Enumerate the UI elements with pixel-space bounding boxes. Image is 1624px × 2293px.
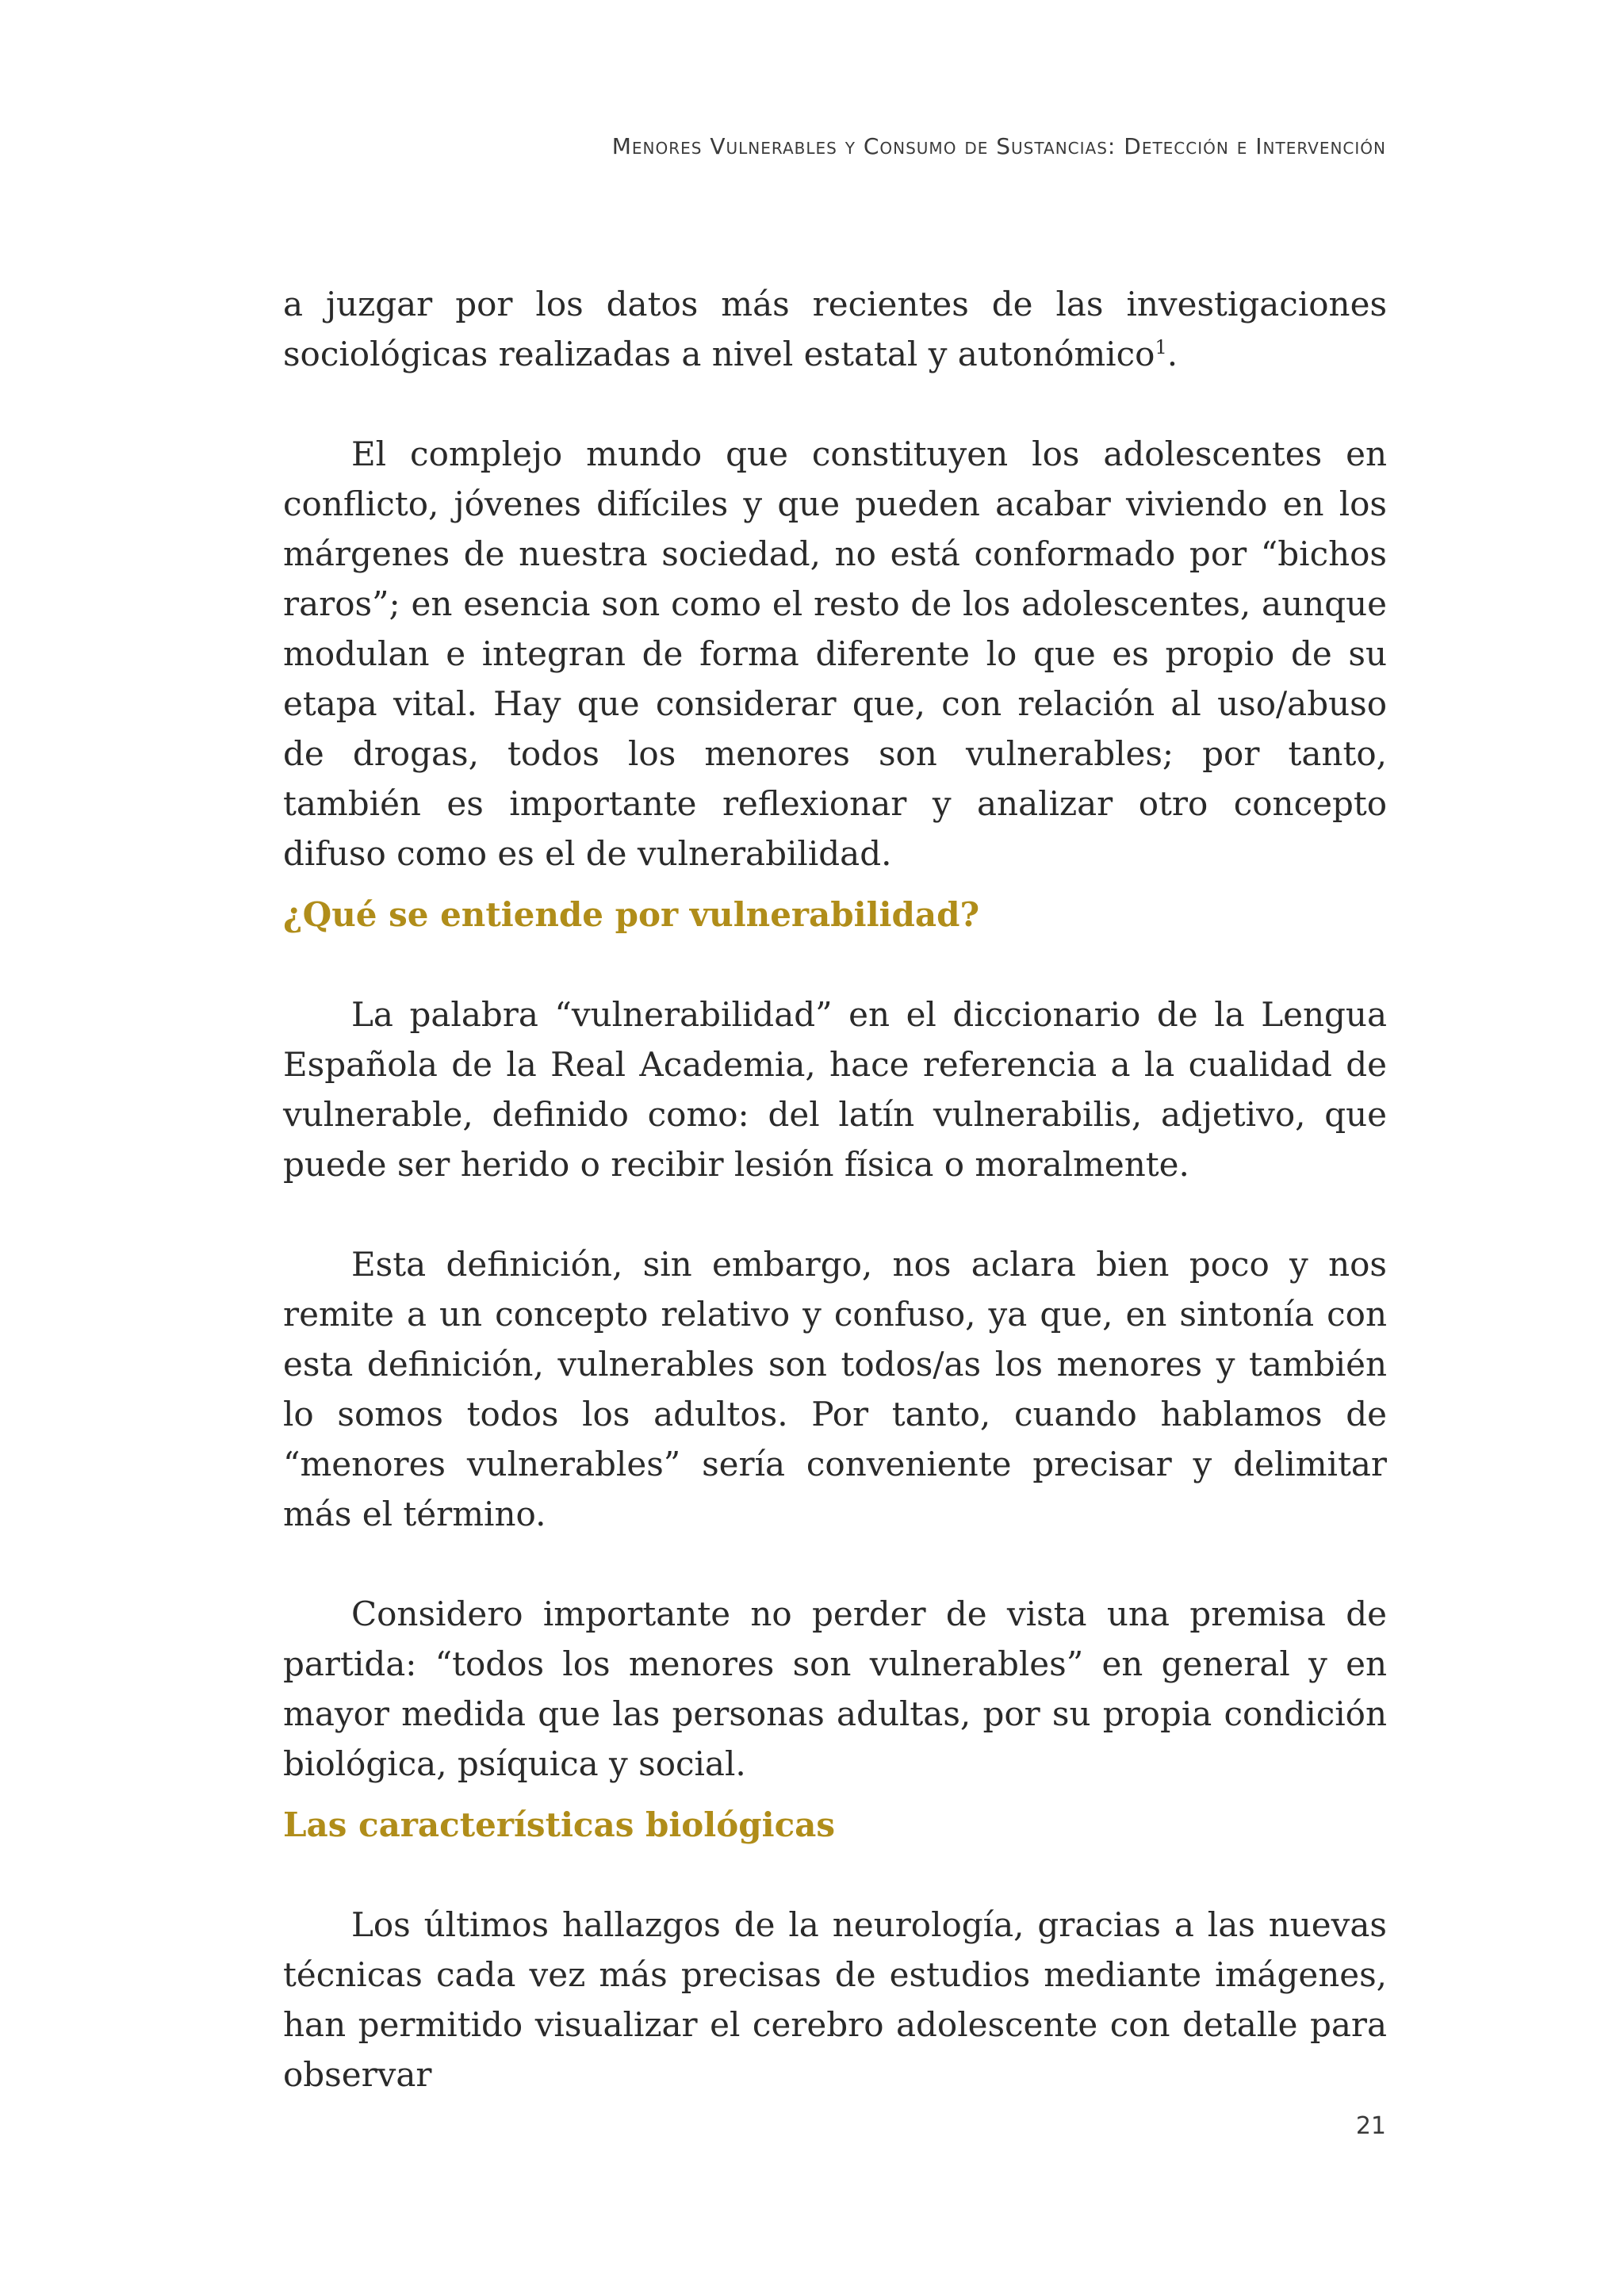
page-number: 21 — [1355, 2112, 1386, 2140]
body-content — [283, 279, 1387, 2100]
paragraph-2: El complejo mundo que constituyen los adolescentes en conflicto, jóvenes difíciles y que pueden acabar viviendo en los márgenes de nuestra sociedad, no está conformado por “bichos raros”; en esencia son como el resto de los adolescentes, aunque modulan e integran de forma diferente lo que es propio de su etapa vital. Hay que considerar que, con relación al uso/abuso de drogas, todos los menores son vulnerables; por tanto, también es importante reflexionar y analizar otro concepto difuso como es el de vulnerabilidad. — [283, 434, 1387, 873]
paragraph-1-end: . — [1166, 335, 1178, 373]
section-heading-vulnerabilidad: ¿Qué se entiende por vulnerabilidad? — [283, 895, 980, 934]
paragraph-6: Los últimos hallazgos de la neurología, gracias a las nuevas técnicas cada vez más precisas de estudios mediante imágenes, han permitido visualizar el cerebro adolescente con detalle para observar — [283, 1905, 1387, 2094]
section-heading-biologicas: Las características biológicas — [283, 1805, 836, 1844]
paragraph-4: Esta definición, sin embargo, nos aclara bien poco y nos remite a un concepto relativo y confuso, ya que, en sintonía con esta definición, vulnerables son todos/as los menores y también lo somos todos los adultos. Por tanto, cuando hablamos de “menores vulnerables” sería conveniente precisar y delimitar más el término. — [283, 1245, 1387, 1533]
footnote-marker[interactable]: 1 — [1155, 336, 1167, 358]
paragraph-1 — [283, 279, 1387, 379]
paragraph-1-text: a juzgar por los datos más recientes de las investigaciones sociológicas realizadas a nivel estatal y autonómico — [283, 285, 1387, 373]
paragraph-5: Considero importante no perder de vista una premisa de partida: “todos los menores son vulnerables” en general y en mayor medida que las personas adultas, por su propia condición biológica, psíquica y social. — [283, 1594, 1387, 1783]
running-header: Menores Vulnerables y Consumo de Sustancias: Detección e Intervención — [611, 133, 1386, 159]
paragraph-3: La palabra “vulnerabilidad” en el diccionario de la Lengua Española de la Real Academia, hace referencia a la cualidad de vulnerable, definido como: del latín vulnerabilis, adjetivo, que puede ser herido o recibir lesión física o moralmente. — [283, 995, 1387, 1184]
